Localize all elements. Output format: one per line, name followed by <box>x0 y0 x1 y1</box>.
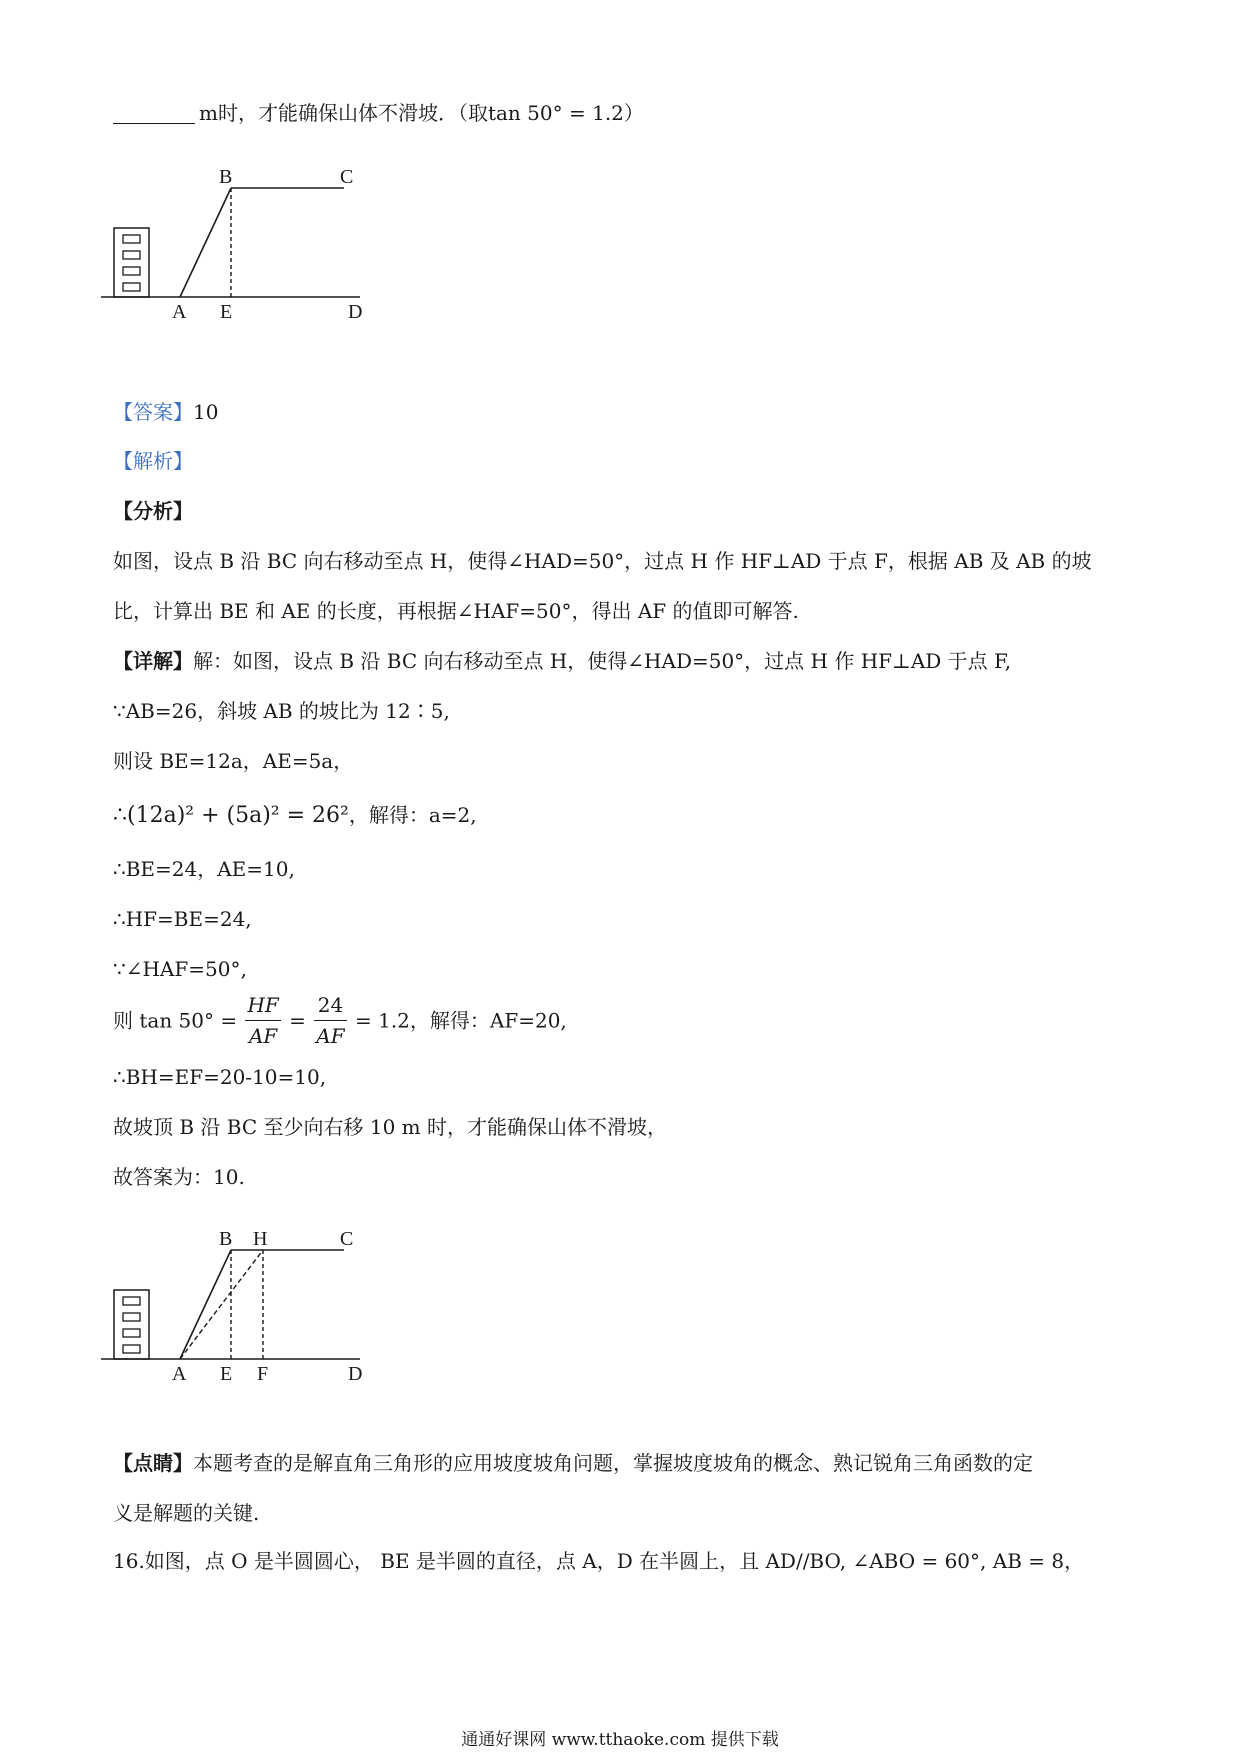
step-7-text: ，解得：AF=20, <box>409 1008 567 1033</box>
dianjing-text-1: 本题考查的是解直角三角形的应用坡度坡角问题，掌握坡度坡角的概念、熟记锐角三角函数的定 <box>193 1451 1033 1475</box>
slope-ab <box>180 1250 231 1359</box>
step-2: 则设 BE=12a，AE=5a， <box>113 749 354 773</box>
dianjing-tag: 【点睛】 <box>113 1451 193 1475</box>
dianjing-line-2: 义是解题的关键. <box>113 1501 260 1525</box>
figure-2-slope-moved <box>100 1222 420 1422</box>
label-h: H <box>253 1228 268 1250</box>
question-tail-line <box>113 98 644 128</box>
answer-value: 10 <box>193 400 219 424</box>
close-paren: ） <box>623 101 644 125</box>
step-7-prefix: 则 tan 50° = <box>113 1008 238 1033</box>
question-tail-text: 时，才能确保山体不滑坡．（取 <box>217 101 488 125</box>
step-1: ∵AB=26，斜坡 AB 的坡比为 12∶5, <box>113 699 450 723</box>
fenxi-line-1: 如图，设点 B 沿 BC 向右移动至点 H，使得∠HAD=50°，过点 H 作 HF⊥AD 于点 F，根据 AB 及 AB 的坡 <box>113 549 1092 573</box>
step-3-formula: ∴(12a)² + (5a)² = 26² <box>113 803 349 828</box>
label-d: D <box>348 301 363 323</box>
building-icon <box>114 1290 149 1359</box>
xiangjie-line <box>113 646 1011 676</box>
answer-tag: 【答案】 <box>113 400 193 424</box>
fraction-2-numerator: 24 <box>314 990 346 1021</box>
label-b: B <box>219 166 233 188</box>
fenxi-line-2: 比，计算出 BE 和 AE 的长度，再根据∠HAF=50°，得出 AF 的值即可解答. <box>113 599 799 623</box>
analysis-tag: 【解析】 <box>113 449 193 473</box>
label-a: A <box>172 301 187 323</box>
step-5: ∴HF=BE=24, <box>113 907 252 931</box>
label-b: B <box>219 1228 233 1250</box>
unit-m: m <box>199 101 218 125</box>
fraction-1-denominator: AF <box>248 1024 278 1048</box>
fraction-2-denominator: AF <box>316 1024 345 1048</box>
label-e: E <box>220 1363 233 1385</box>
slope-ah <box>180 1250 263 1359</box>
step-7-tail: = 1.2 <box>354 1008 410 1033</box>
label-a: A <box>172 1363 187 1385</box>
label-c: C <box>340 1228 354 1250</box>
fraction-24-af <box>314 990 346 1051</box>
figure-1-slope <box>100 160 420 360</box>
step-4: ∴BE=24，AE=10, <box>113 857 295 881</box>
fenxi-tag: 【分析】 <box>113 499 193 523</box>
building-icon <box>114 228 149 297</box>
footer-watermark: 通通好课网 www.tthaoke.com 提供下载 <box>461 1730 779 1750</box>
step-10: 故答案为：10. <box>113 1165 245 1189</box>
dianjing-line-1 <box>113 1448 1033 1478</box>
fraction-hf-af <box>245 990 280 1051</box>
step-8: ∴BH=EF=20-10=10, <box>113 1065 327 1089</box>
answer-line <box>113 397 218 427</box>
label-e: E <box>220 301 233 323</box>
step-7: 则 tan 50° = $\frac{HF}{AF}$ = $\frac{24}{AF}$ = 1.2，解得：AF=20, <box>113 990 567 1051</box>
xiangjie-text: 解：如图，设点 B 沿 BC 向右移动至点 H，使得∠HAD=50°，过点 H 作 HF⊥AD 于点 F, <box>193 649 1012 673</box>
step-6: ∵∠HAF=50°, <box>113 957 247 981</box>
label-c: C <box>340 166 354 188</box>
question-16: 16.如图，点 O 是半圆圆心， BE 是半圆的直径，点 A，D 在半圆上，且 AD//BO, ∠ABO = 60°, AB = 8， <box>113 1549 1085 1573</box>
xiangjie-tag: 【详解】 <box>113 649 193 673</box>
step-9: 故坡顶 B 沿 BC 至少向右移 10 m 时，才能确保山体不滑坡， <box>113 1115 667 1139</box>
fraction-1-numerator: HF <box>245 990 280 1021</box>
label-d: D <box>348 1363 363 1385</box>
step-3 <box>113 800 477 831</box>
step-3-text: ，解得：a=2, <box>348 803 477 827</box>
slope-ab <box>180 188 231 297</box>
answer-blank <box>113 101 195 124</box>
label-f: F <box>257 1363 269 1385</box>
tan-formula: tan 50° = 1.2 <box>487 101 624 125</box>
